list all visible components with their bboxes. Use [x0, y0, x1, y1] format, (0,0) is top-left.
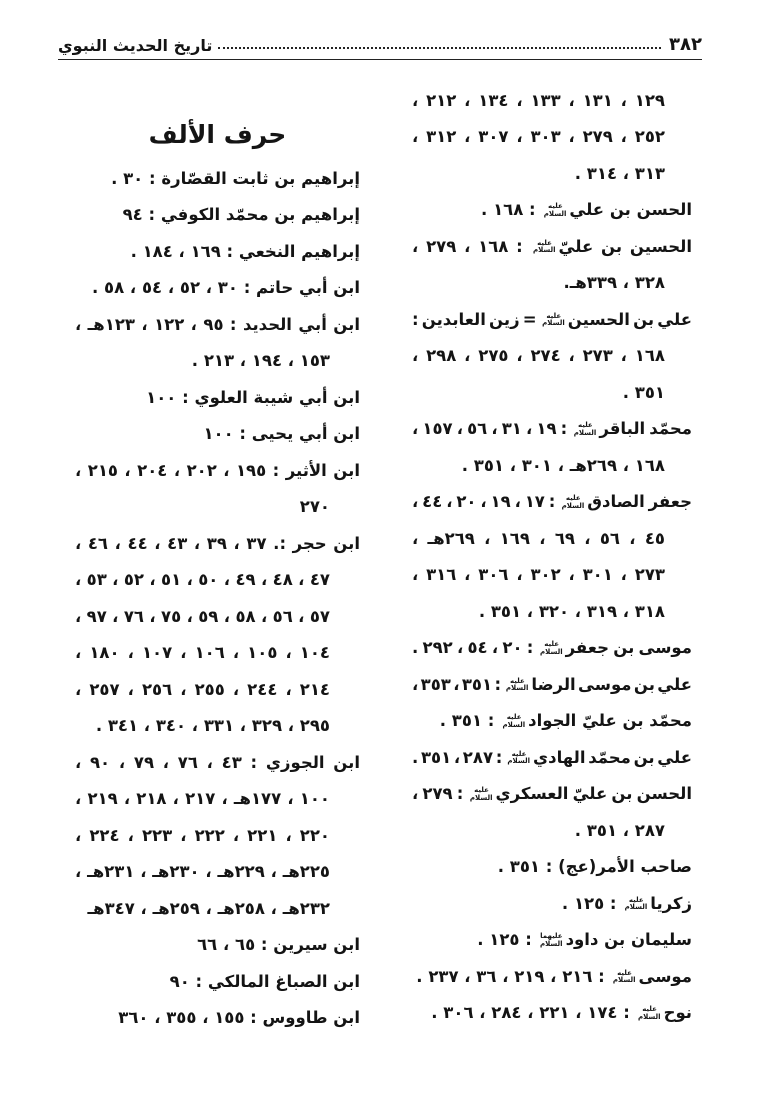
index-line-content — [123, 204, 360, 225]
entry-text: إبراهيم بن محمّد الكوفي : ٩٤ — [122, 205, 360, 225]
index-column-left — [75, 160, 360, 1036]
index-line-content — [563, 272, 665, 293]
index-line-content — [412, 90, 665, 111]
section-heading: حرف الألف — [148, 120, 287, 149]
entry-text: محمّد الباقر — [599, 419, 692, 439]
entry-text: إبراهيم النخعي : ١٦٩ ، ١٨٤ . — [130, 241, 360, 261]
entry-pages: : ١٦٨ ، ٢٧٩ ، — [412, 236, 531, 256]
entry-text: ابن الصباغ المالكي : ٩٠ — [169, 971, 360, 991]
entry-text: ابن أبي حاتم : ٣٠ ، ٥٢ ، ٥٤ ، ٥٨ . — [92, 278, 360, 298]
entry-text: علي بن الحسين — [567, 309, 692, 329]
index-entry-line — [412, 666, 692, 703]
index-entry-line — [412, 411, 692, 448]
index-line-content — [75, 825, 330, 846]
index-column-right — [412, 82, 692, 1031]
index-entry-line — [412, 228, 692, 265]
honorific-mark: عليه السلام — [624, 895, 648, 912]
index-continuation-line — [75, 489, 360, 526]
index-entry-line — [412, 192, 692, 229]
index-entry-line — [412, 703, 692, 740]
index-line-content — [575, 163, 665, 184]
index-entry-line — [75, 197, 360, 234]
index-entry-line — [412, 995, 692, 1032]
index-entry-line — [75, 452, 360, 489]
index-line-content — [462, 455, 665, 476]
index-entry-line — [412, 922, 692, 959]
index-entry-line — [75, 927, 360, 964]
entry-text: ١٢٩ ، ١٣١ ، ١٣٣ ، ١٣٤ ، ٢١٢ ، — [411, 90, 665, 110]
index-continuation-line — [75, 817, 360, 854]
entry-text: الحسن بن علي — [569, 200, 692, 220]
index-continuation-line — [75, 890, 360, 927]
entry-text: ٢١٤ ، ٢٤٤ ، ٢٥٥ ، ٢٥٦ ، ٢٥٧ ، — [75, 679, 330, 699]
entry-text: علي بن موسى الرضا — [531, 674, 692, 694]
entry-pages: : ٣٥١ ، ٣٥٣ ، — [412, 674, 504, 694]
entry-text: ابن الأثير : ١٩٥ ، ٢٠٢ ، ٢٠٤ ، ٢١٥ ، — [75, 460, 360, 480]
index-line-content — [477, 929, 692, 950]
index-line-content — [412, 783, 692, 804]
honorific-mark: عليه السلام — [505, 676, 529, 693]
index-line-content — [498, 856, 692, 877]
index-line-content — [300, 496, 330, 517]
entry-text: ابن أبي الحديد : ٩٥ ، ١٢٢ ، ١٢٣هـ ، — [74, 314, 360, 334]
index-continuation-line — [412, 82, 692, 119]
entry-text: الحسن بن عليّ العسكري — [495, 784, 692, 804]
index-entry-line — [75, 744, 360, 781]
honorific-mark: عليه السلام — [612, 968, 636, 985]
index-entry-line — [412, 885, 692, 922]
index-line-content — [412, 747, 692, 768]
index-line-content — [412, 418, 692, 439]
index-entry-line — [412, 484, 692, 521]
index-line-content — [431, 1002, 692, 1023]
entry-pages: : ١٦٨ . — [481, 200, 542, 220]
index-entry-line — [75, 270, 360, 307]
index-line-content — [75, 752, 360, 773]
index-continuation-line — [75, 635, 360, 672]
index-continuation-line — [412, 155, 692, 192]
index-entry-line — [412, 301, 692, 338]
entry-text: ابن الجوزي : ٤٣ ، ٧٦ ، ٧٩ ، ٩٠ ، — [74, 752, 360, 772]
entry-text: ٣٥١ . — [622, 382, 665, 402]
entry-text: ٤٧ ، ٤٨ ، ٤٩ ، ٥٠ ، ٥١ ، ٥٢ ، ٥٣ ، — [74, 570, 330, 590]
index-continuation-line — [75, 598, 360, 635]
index-line-content — [75, 460, 360, 481]
entry-text: سليمان بن داود — [565, 930, 692, 950]
index-line-content — [412, 236, 692, 257]
entry-text: ٢٧٣ ، ٣٠١ ، ٣٠٢ ، ٣٠٦ ، ٣١٦ ، — [411, 565, 665, 585]
index-line-content — [203, 423, 360, 444]
index-line-content — [412, 637, 692, 658]
entry-text: زكريا — [650, 893, 692, 913]
index-entry-line — [412, 630, 692, 667]
index-line-content — [131, 241, 360, 262]
index-continuation-line — [412, 265, 692, 302]
index-line-content — [170, 971, 360, 992]
index-continuation-line — [75, 708, 360, 745]
honorific-mark: عليه السلام — [540, 640, 563, 656]
entry-pages: : ١٧٤ ، ٢٢١ ، ٢٨٤ ، ٣٠٦ . — [431, 1003, 636, 1023]
index-line-content — [412, 528, 665, 549]
honorific-mark: عليه السلام — [532, 238, 556, 255]
entry-text: ٣١٣ ، ٣١٤ . — [574, 163, 665, 183]
index-line-content — [75, 788, 330, 809]
index-entry-line — [75, 416, 360, 453]
index-line-content — [92, 277, 360, 298]
index-line-content — [192, 350, 330, 371]
entry-text: ابن حجر :. ٣٧ ، ٣٩ ، ٤٣ ، ٤٤ ، ٤٦ ، — [74, 533, 360, 553]
index-continuation-line — [412, 593, 692, 630]
entry-pages: : ٢١٦ ، ٢١٩ ، ٣٦ ، ٢٣٧ . — [416, 966, 611, 986]
index-entry-line — [75, 306, 360, 343]
index-line-content — [440, 710, 692, 731]
index-line-content — [75, 314, 360, 335]
index-continuation-line — [412, 447, 692, 484]
entry-text: علي بن محمّد الهادي — [532, 747, 692, 767]
honorific-mark: عليه السلام — [543, 202, 567, 218]
index-continuation-line — [75, 343, 360, 380]
entry-text: صاحب الأمر(عج) : ٣٥١ . — [497, 857, 692, 877]
index-line-content — [146, 387, 360, 408]
index-entry-line — [412, 958, 692, 995]
index-line-content — [412, 491, 692, 512]
index-continuation-line — [75, 671, 360, 708]
index-line-content — [75, 606, 330, 627]
entry-text: الحسين بن عليّ — [558, 236, 692, 256]
entry-pages: : ١٢٥ . — [477, 930, 538, 950]
index-continuation-line — [412, 374, 692, 411]
entry-text: جعفر الصادق — [587, 492, 692, 512]
entry-pages: : ٣٥١ . — [439, 711, 501, 731]
entry-text: ١٠٤ ، ١٠٥ ، ١٠٦ ، ١٠٧ ، ١٨٠ ، — [75, 643, 330, 663]
index-continuation-line — [412, 520, 692, 557]
index-entry-line — [75, 963, 360, 1000]
entry-text: ٥٧ ، ٥٦ ، ٥٨ ، ٥٩ ، ٧٥ ، ٧٦ ، ٩٧ ، — [74, 606, 330, 626]
honorific-mark: عليهما السلام — [539, 932, 563, 948]
index-line-content — [412, 674, 692, 695]
honorific-mark: عليه السلام — [469, 786, 493, 802]
honorific-mark: عليه السلام — [542, 311, 565, 328]
index-line-content — [575, 820, 665, 841]
index-line-content — [412, 345, 665, 366]
index-line-content — [111, 168, 360, 189]
index-line-content — [481, 199, 692, 220]
index-continuation-line — [75, 781, 360, 818]
entry-text: ابن أبي شيبة العلوي : ١٠٠ — [146, 387, 360, 407]
entry-pages: : ١٢٥ . — [561, 893, 623, 913]
index-entry-line — [75, 525, 360, 562]
index-line-content — [75, 569, 330, 590]
index-line-content — [416, 966, 692, 987]
index-line-content — [412, 564, 665, 585]
entry-text: ١٦٨ ، ٢٧٣ ، ٢٧٤ ، ٢٧٥ ، ٢٩٨ ، — [411, 346, 665, 366]
entry-text: ١٦٨ ، ٢٦٩هـ ، ٣٠١ ، ٣٥١ . — [461, 455, 665, 475]
entry-pages: : ٢٧٩ ، — [411, 784, 468, 804]
honorific-mark: عليه السلام — [573, 421, 597, 437]
entry-text: ابن طاووس : ١٥٥ ، ٣٥٥ ، ٣٦٠ — [118, 1008, 360, 1028]
index-line-content — [412, 309, 692, 330]
entry-text: ٢٥٢ ، ٢٧٩ ، ٣٠٣ ، ٣٠٧ ، ٣١٢ ، — [411, 127, 665, 147]
index-line-content — [75, 642, 330, 663]
honorific-mark: عليه السلام — [502, 713, 526, 729]
entry-pages: : ٢٠ ، ٥٤ ، ٢٩٢ . — [412, 638, 538, 658]
entry-text: ٢٢٠ ، ٢٢١ ، ٢٢٢ ، ٢٢٣ ، ٢٢٤ ، — [75, 825, 330, 845]
index-line-content — [118, 1007, 360, 1028]
entry-pages: : ١٧ ، ١٩ ، ٢٠ ، ٤٤ ، — [412, 492, 560, 512]
index-line-content — [88, 898, 331, 919]
index-entry-line — [75, 160, 360, 197]
honorific-mark: عليه السلام — [507, 749, 530, 766]
entry-text: محمّد بن عليّ الجواد — [528, 711, 692, 731]
index-continuation-line — [75, 562, 360, 599]
entry-pages: = زين العابدين : — [411, 309, 540, 329]
index-entry-line — [75, 1000, 360, 1037]
entry-text: ٤٥ ، ٥٦ ، ٦٩ ، ١٦٩ ، ٢٦٩هـ ، — [412, 528, 665, 548]
index-line-content — [75, 861, 330, 882]
index-entry-line — [75, 233, 360, 270]
entry-text: إبراهيم بن ثابت القصّارة : ٣٠ . — [111, 168, 360, 188]
index-line-content — [75, 533, 360, 554]
running-title: تاريخ الحديث النبوي — [58, 36, 213, 55]
entry-text: ١٠٠ ، ١٧٧هـ ، ٢١٧ ، ٢١٨ ، ٢١٩ ، — [75, 789, 330, 809]
entry-text: موسى بن جعفر — [565, 638, 692, 658]
entry-text: نوح — [663, 1003, 692, 1023]
entry-text: ٢٧٠ — [299, 497, 330, 517]
dotted-leader — [218, 47, 661, 49]
entry-text: ٢٢٥هـ ، ٢٢٩هـ ، ٢٣٠هـ ، ٢٣١هـ ، — [75, 862, 330, 882]
index-continuation-line — [412, 338, 692, 375]
index-line-content — [96, 715, 330, 736]
index-line-content — [562, 893, 692, 914]
index-continuation-line — [412, 812, 692, 849]
index-line-content — [623, 382, 665, 403]
entry-text: ٢٣٢هـ ، ٢٥٨هـ ، ٢٥٩هـ ، ٣٤٧هـ — [87, 898, 330, 918]
index-continuation-line — [75, 854, 360, 891]
index-entry-line — [75, 379, 360, 416]
entry-text: ابن أبي يحيى : ١٠٠ — [203, 424, 360, 444]
entry-pages: : ١٩ ، ٣١ ، ٥٦ ، ١٥٧ ، — [412, 419, 572, 439]
index-line-content — [197, 934, 360, 955]
honorific-mark: عليه السلام — [561, 494, 585, 510]
index-entry-line — [412, 776, 692, 813]
entry-text: ٣١٨ ، ٣١٩ ، ٣٢٠ ، ٣٥١ . — [478, 601, 665, 621]
index-entry-line — [412, 849, 692, 886]
entry-text: ٢٩٥ ، ٣٢٩ ، ٣٣١ ، ٣٤٠ ، ٣٤١ . — [95, 716, 330, 736]
index-line-content — [75, 679, 330, 700]
index-line-content — [412, 126, 665, 147]
index-entry-line — [412, 739, 692, 776]
index-line-content — [479, 601, 665, 622]
entry-text: موسى — [638, 966, 692, 986]
running-header — [58, 26, 702, 60]
entry-text: ابن سيرين : ٦٥ ، ٦٦ — [197, 935, 360, 955]
entry-text: ٣٢٨ ، ٣٣٩هـ. — [563, 273, 665, 293]
entry-text: ٢٨٧ ، ٣٥١ . — [574, 820, 665, 840]
honorific-mark: عليه السلام — [637, 1005, 661, 1021]
entry-text: ١٥٣ ، ١٩٤ ، ٢١٣ . — [191, 351, 330, 371]
index-continuation-line — [412, 119, 692, 156]
page-number: ٣٨٢ — [669, 34, 702, 55]
index-continuation-line — [412, 557, 692, 594]
entry-pages: : ٢٨٧ ، ٣٥١ . — [412, 747, 505, 767]
